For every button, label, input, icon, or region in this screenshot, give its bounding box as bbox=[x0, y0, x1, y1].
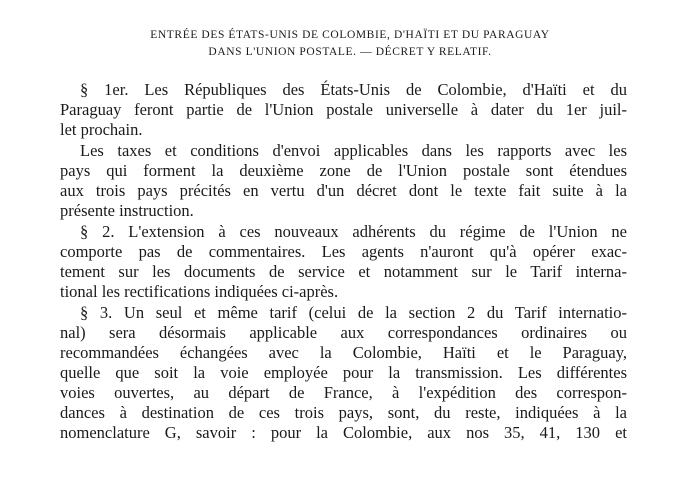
paragraph-2-line-3: aux trois pays précités en vertu d'un décret dont le texte fait suite à la bbox=[60, 181, 627, 200]
paragraph-4-line-4: quelle que soit la voie employée pour la transmission. Les différentes bbox=[60, 363, 627, 382]
paragraph-4-line-2: nal) sera désormais applicable aux correspondances ordinaires ou bbox=[60, 323, 627, 342]
heading-line-2: DANS L'UNION POSTALE. — DÉCRET Y RELATIF. bbox=[208, 46, 492, 58]
paragraph-4-line-7: nomenclature G, savoir : pour la Colombie, aux nos 35, 41, 130 et bbox=[60, 423, 627, 442]
paragraph-3-line-4: tional les rectifications indiquées ci-après. bbox=[60, 282, 339, 301]
paragraph-3-line-2: comporte pas de commentaires. Les agents n'auront qu'à opérer exac- bbox=[60, 242, 627, 261]
paragraph-4-line-6: dances à destination de ces trois pays, sont, du reste, indiquées à la bbox=[60, 403, 627, 422]
paragraph-2-line-2: pays qui forment la deuxième zone de l'Union postale sont étendues bbox=[60, 161, 627, 180]
heading-line-1: ENTRÉE DES ÉTATS-UNIS DE COLOMBIE, D'HAÏTI ET DU PARAGUAY bbox=[150, 29, 550, 41]
paragraph-4-line-5: voies ouvertes, au départ de France, à l'expédition des correspon- bbox=[60, 383, 627, 402]
paragraph-3-line-1: § 2. L'extension à ces nouveaux adhérents du régime de l'Union ne bbox=[80, 222, 627, 241]
paragraph-3-line-3: tement sur les documents de service et notamment sur le Tarif interna- bbox=[60, 262, 627, 281]
paragraph-2-line-1: Les taxes et conditions d'envoi applicables dans les rapports avec les bbox=[80, 141, 627, 160]
paragraph-1-line-2: Paraguay feront partie de l'Union postale universelle à dater du 1er juil- bbox=[60, 100, 627, 119]
paragraph-1-line-3: let prochain. bbox=[60, 120, 143, 139]
paragraph-2-line-4: présente instruction. bbox=[60, 201, 194, 220]
paragraph-4-line-1: § 3. Un seul et même tarif (celui de la section 2 du Tarif internatio- bbox=[80, 303, 627, 322]
paragraph-4-line-3: recommandées échangées avec la Colombie, Haïti et le Paraguay, bbox=[60, 343, 627, 362]
paragraph-1-line-1: § 1er. Les Républiques des États-Unis de Colombie, d'Haïti et du bbox=[80, 80, 627, 99]
